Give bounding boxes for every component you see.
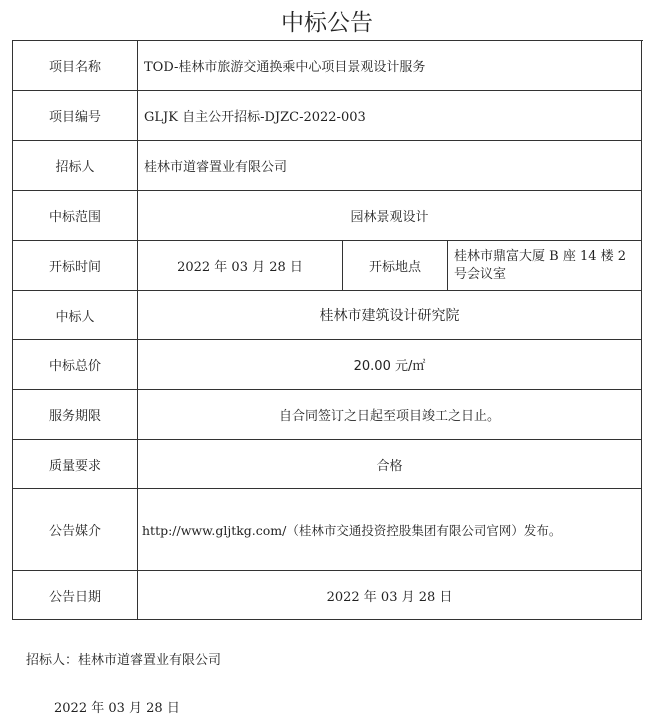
scope-label: 中标范围 xyxy=(13,191,138,241)
page-title: 中标公告 xyxy=(281,10,373,36)
price-value: 20.00 元/㎡ xyxy=(138,340,642,390)
quality-label: 质量要求 xyxy=(13,440,138,489)
footer-date: 2022 年 03 月 28 日 xyxy=(54,701,180,716)
tenderer-label: 招标人 xyxy=(13,141,138,191)
tenderer-value: 桂林市道睿置业有限公司 xyxy=(138,141,642,191)
footer-tenderer: 招标人：桂林市道睿置业有限公司 xyxy=(26,653,222,668)
winner-value: 桂林市建筑设计研究院 xyxy=(138,291,642,340)
quality-value: 合格 xyxy=(138,440,642,489)
date-label: 公告日期 xyxy=(13,571,138,620)
period-label: 服务期限 xyxy=(13,390,138,440)
media-value: http://www.gljtkg.com/（桂林市交通投资控股集团有限公司官网）发布。 xyxy=(138,489,642,571)
opening-place-label: 开标地点 xyxy=(343,241,448,291)
project-no-value: GLJK 自主公开招标-DJZC-2022-003 xyxy=(138,91,642,141)
opening-place-value: 桂林市鼎富大厦 B 座 14 楼 2 号会议室 xyxy=(448,241,642,291)
winner-label: 中标人 xyxy=(13,291,138,340)
media-label: 公告媒介 xyxy=(13,489,138,571)
project-name-value: TOD-桂林市旅游交通换乘中心项目景观设计服务 xyxy=(138,41,642,91)
project-no-label: 项目编号 xyxy=(13,91,138,141)
price-label: 中标总价 xyxy=(13,340,138,390)
opening-time-value: 2022 年 03 月 28 日 xyxy=(138,241,343,291)
project-name-label: 项目名称 xyxy=(13,41,138,91)
period-value: 自合同签订之日起至项目竣工之日止。 xyxy=(138,390,642,440)
opening-time-label: 开标时间 xyxy=(13,241,138,291)
scope-value: 园林景观设计 xyxy=(138,191,642,241)
date-value: 2022 年 03 月 28 日 xyxy=(138,571,642,620)
notice-table xyxy=(12,40,643,620)
